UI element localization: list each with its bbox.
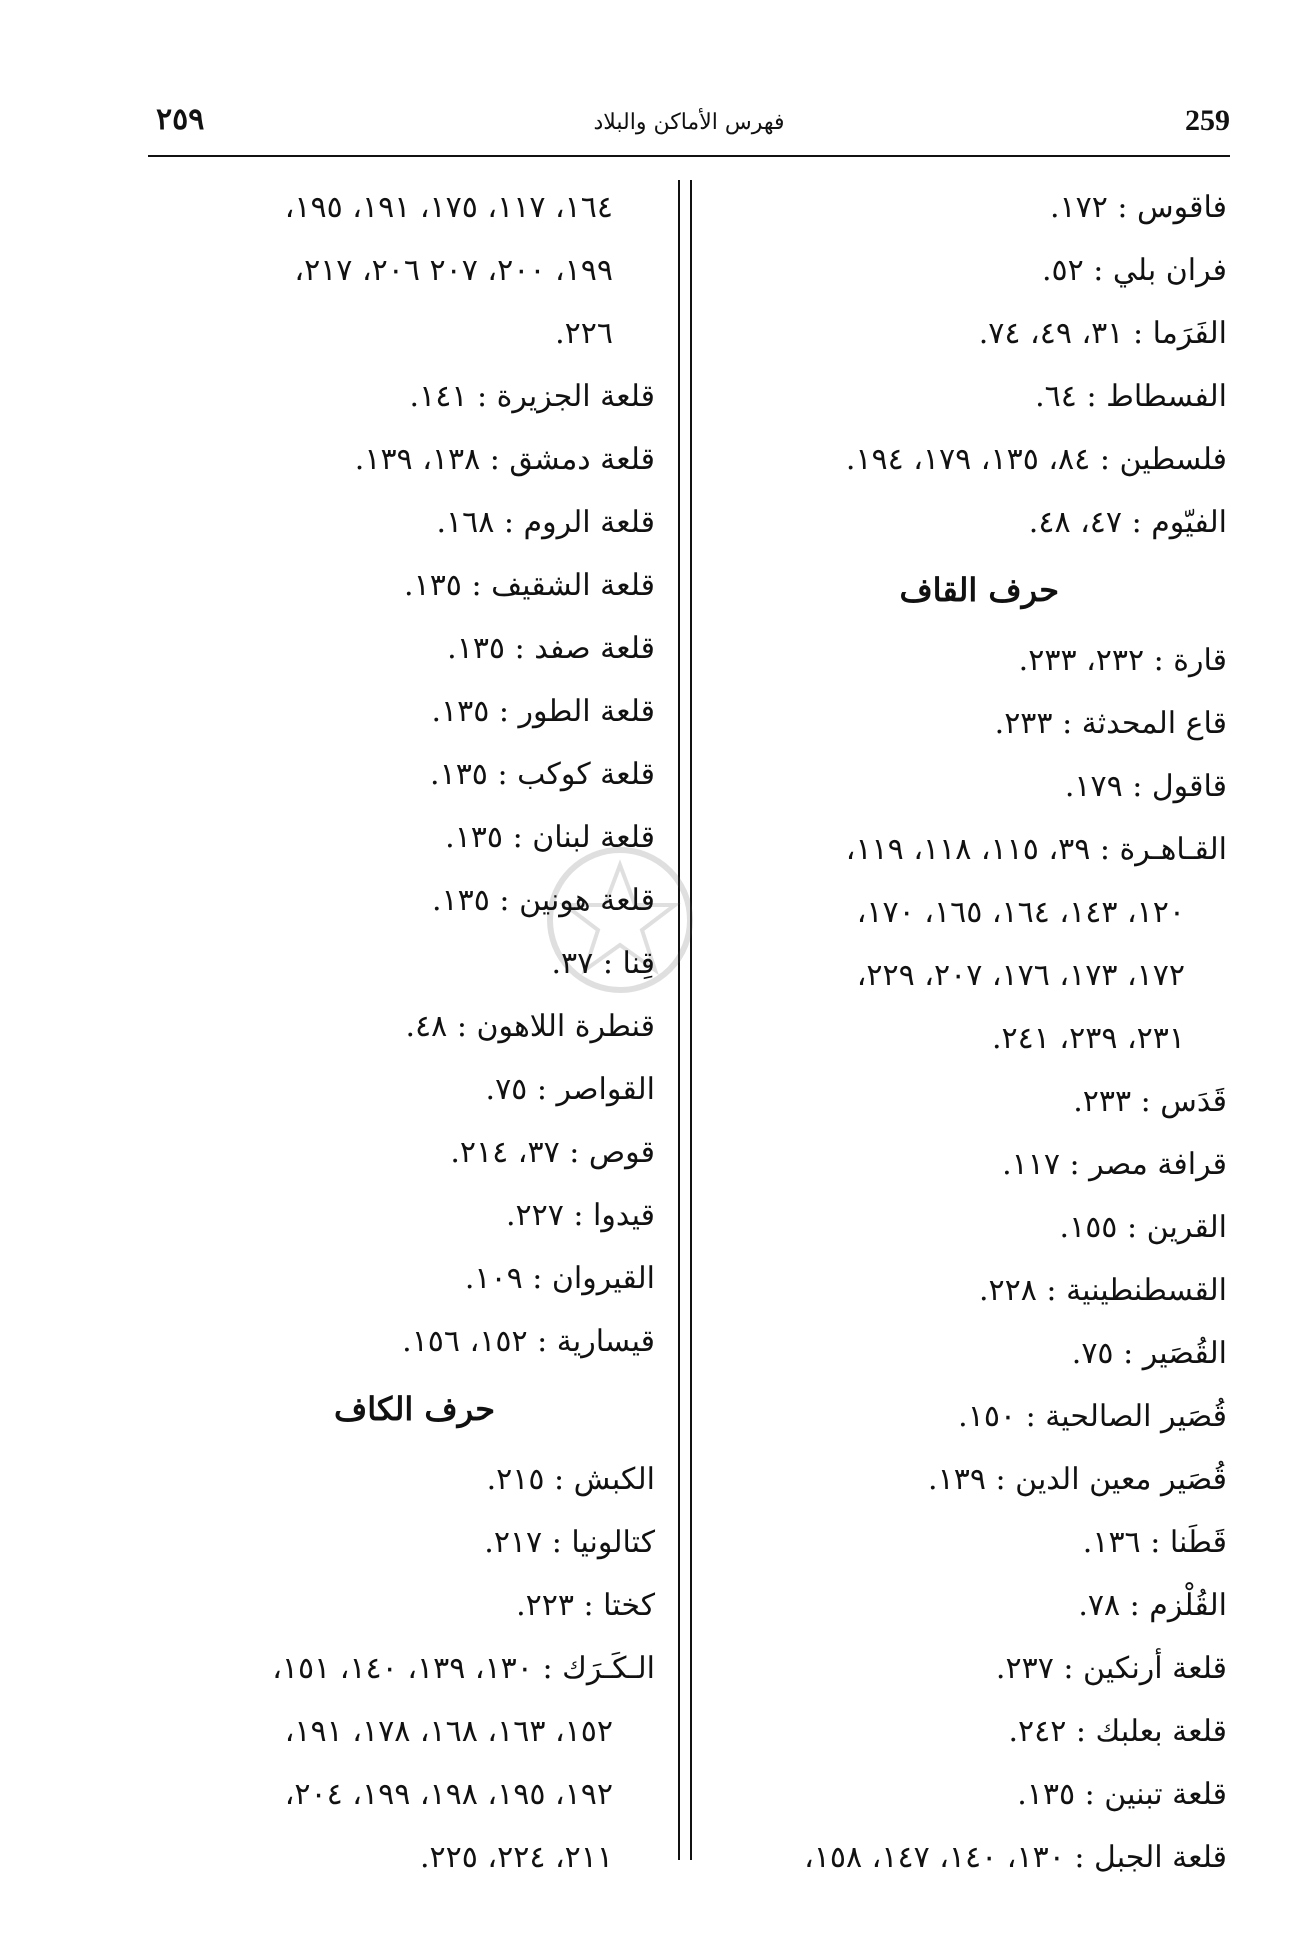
running-title: فهرس الأماكن والبلاد <box>593 110 785 135</box>
index-entry: قرافة مصر : ١١٧. <box>1002 1147 1227 1182</box>
index-entry: القواصر : ٧٥. <box>485 1072 655 1107</box>
index-entry-continuation: ٢٢٦. <box>555 316 613 351</box>
index-entry-continuation: ٢٣١، ٢٣٩، ٢٤١. <box>991 1021 1185 1056</box>
index-entry: قَطَنا : ١٣٦. <box>1082 1525 1227 1560</box>
index-entry: قلعة لبنان : ١٣٥. <box>445 820 655 855</box>
index-column-right <box>667 176 1227 1889</box>
index-entry: قلعة الشقيف : ١٣٥. <box>404 568 655 603</box>
index-entry: الـكَـرَك : ١٣٠، ١٣٩، ١٤٠، ١٥١، <box>272 1651 655 1686</box>
index-entry: فاقوس : ١٧٢. <box>1049 190 1227 225</box>
index-entry: القيروان : ١٠٩. <box>464 1261 655 1296</box>
index-entry: قنطرة اللاهون : ٤٨. <box>405 1009 655 1044</box>
page-header <box>148 96 1230 156</box>
index-entry-continuation: ١٧٢، ١٧٣، ١٧٦، ٢٠٧، ٢٢٩، <box>856 958 1185 993</box>
index-entry: قُصَير الصالحية : ١٥٠. <box>958 1399 1227 1434</box>
index-entry: قيدوا : ٢٢٧. <box>505 1198 655 1233</box>
index-entry-continuation: ١٩٩، ٢٠٠، ٢٠٧ ٢٠٦، ٢١٧، <box>294 253 613 288</box>
index-entry-continuation: ١٥٢، ١٦٣، ١٦٨، ١٧٨، ١٩١، <box>284 1714 613 1749</box>
index-entry: القسطنطينية : ٢٢٨. <box>979 1273 1227 1308</box>
index-entry-continuation: ١٩٢، ١٩٥، ١٩٨، ١٩٩، ٢٠٤، <box>284 1777 613 1812</box>
index-entry: قلعة بعلبك : ٢٤٢. <box>1008 1714 1227 1749</box>
index-entry: الفيّوم : ٤٧، ٤٨. <box>1028 505 1227 540</box>
index-entry-continuation: ٢١١، ٢٢٤، ٢٢٥. <box>419 1840 613 1875</box>
index-entry: قلعة دمشق : ١٣٨، ١٣٩. <box>354 442 655 477</box>
section-heading: حرف القاف <box>899 571 1059 609</box>
index-entry-continuation: ١٢٠، ١٤٣، ١٦٤، ١٦٥، ١٧٠، <box>856 895 1185 930</box>
index-entry: قلعة الطور : ١٣٥. <box>431 694 655 729</box>
index-entry: قلعة صفد : ١٣٥. <box>447 631 655 666</box>
index-entry: فران بلي : ٥٢. <box>1041 253 1227 288</box>
index-entry: قاقول : ١٧٩. <box>1064 769 1227 804</box>
index-entry: الفسطاط : ٦٤. <box>1035 379 1227 414</box>
index-entry: الكبش : ٢١٥. <box>486 1462 655 1497</box>
index-entry: قلعة الجبل : ١٣٠، ١٤٠، ١٤٧، ١٥٨، <box>804 1840 1227 1875</box>
index-entry: قلعة تبنين : ١٣٥. <box>1017 1777 1227 1812</box>
index-entry: الفَرَما : ٣١، ٤٩، ٧٤. <box>978 316 1227 351</box>
index-entry: فلسطين : ٨٤، ١٣٥، ١٧٩، ١٩٤. <box>845 442 1227 477</box>
header-rule <box>148 155 1230 157</box>
index-entry-continuation: ١٦٤، ١١٧، ١٧٥، ١٩١، ١٩٥، <box>284 190 613 225</box>
index-entry: القُلْزم : ٧٨. <box>1078 1588 1227 1623</box>
index-entry: قِنا : ٣٧. <box>551 946 655 981</box>
index-entry: قُصَير معين الدين : ١٣٩. <box>928 1462 1227 1497</box>
index-entry: قوص : ٣٧، ٢١٤. <box>450 1135 655 1170</box>
index-entry: قلعة أرنكين : ٢٣٧. <box>995 1651 1227 1686</box>
page-number-arabic: ٢٥٩ <box>156 102 205 137</box>
index-entry: قيسارية : ١٥٢، ١٥٦. <box>402 1324 655 1359</box>
index-entry: قلعة هونين : ١٣٥. <box>432 883 655 918</box>
index-column-left <box>135 176 655 1889</box>
index-entry: قلعة كوكب : ١٣٥. <box>430 757 655 792</box>
index-entry: قلعة الروم : ١٦٨. <box>436 505 655 540</box>
section-heading: حرف الكاف <box>334 1390 495 1428</box>
index-entry: قاع المحدثة : ٢٣٣. <box>994 706 1227 741</box>
index-entry: كتالونيا : ٢١٧. <box>484 1525 655 1560</box>
index-entry: القـاهـرة : ٣٩، ١١٥، ١١٨، ١١٩، <box>845 832 1227 867</box>
index-entry: القُصَير : ٧٥. <box>1071 1336 1227 1371</box>
index-entry: القرين : ١٥٥. <box>1059 1210 1227 1245</box>
index-entry: كختا : ٢٢٣. <box>516 1588 655 1623</box>
index-entry: قلعة الجزيرة : ١٤١. <box>409 379 655 414</box>
index-entry: قارة : ٢٣٢، ٢٣٣. <box>1018 643 1227 678</box>
page-number-latin: 259 <box>1185 104 1230 137</box>
index-entry: قَدَس : ٢٣٣. <box>1073 1084 1227 1119</box>
